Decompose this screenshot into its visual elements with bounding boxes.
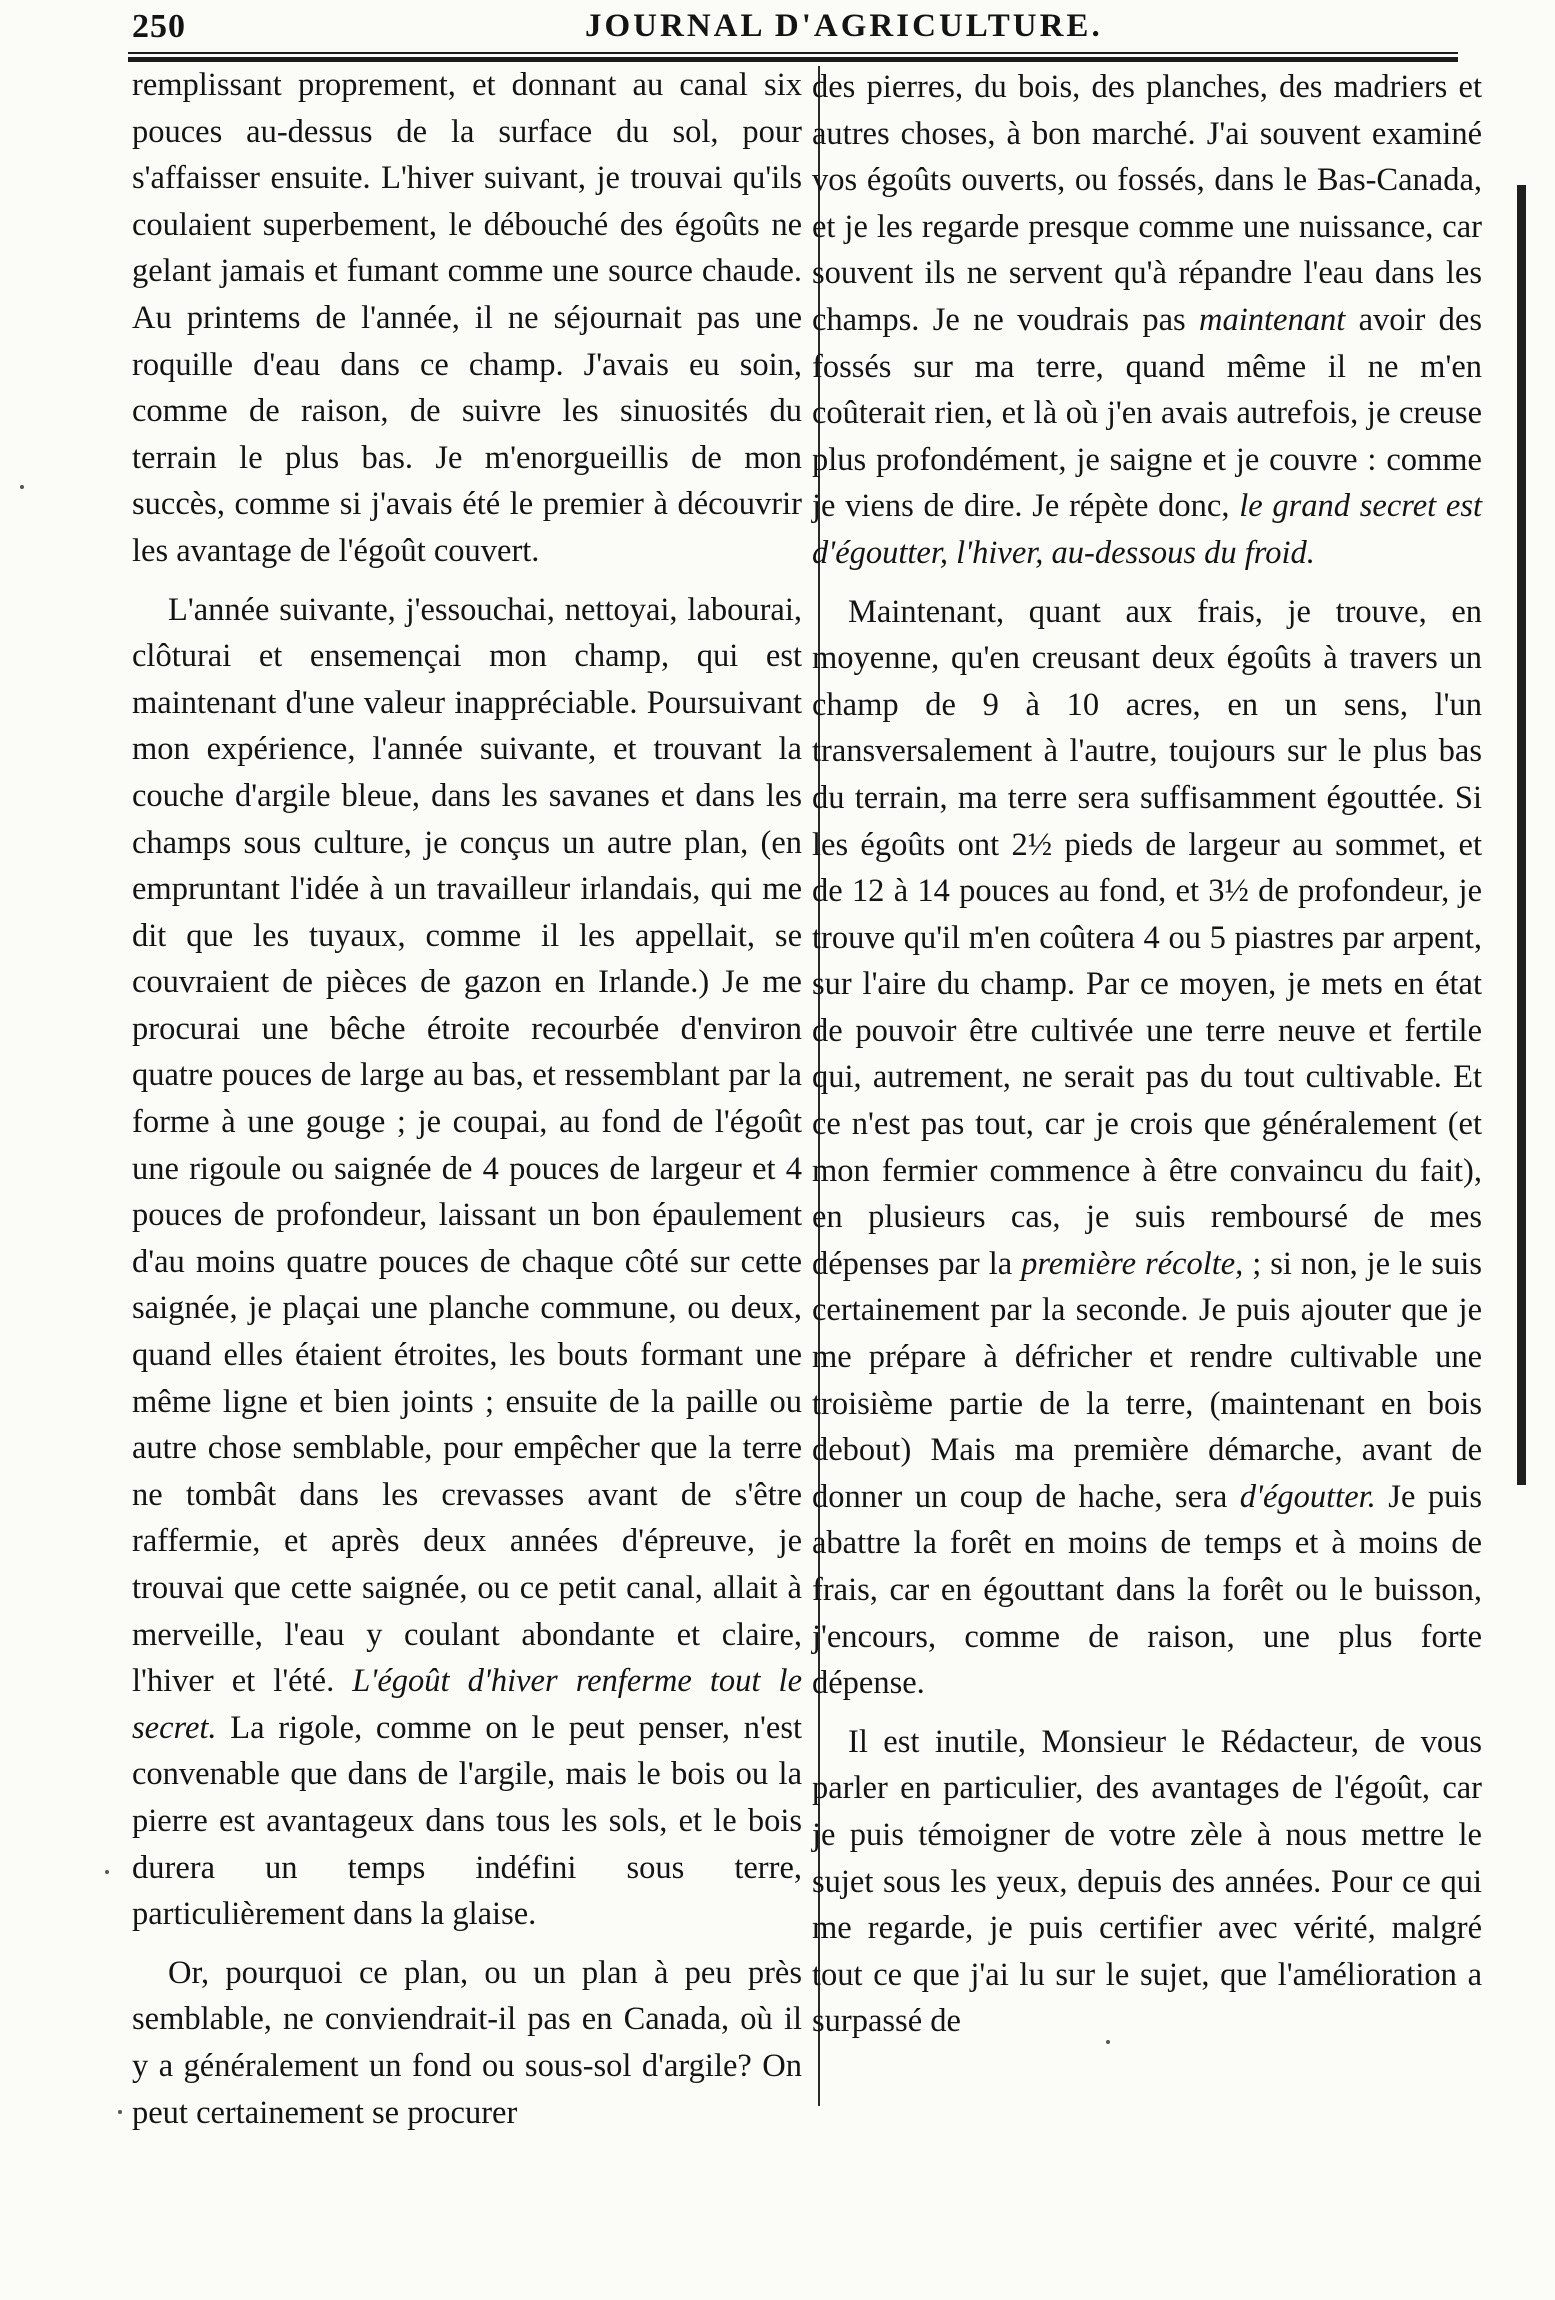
print-speck bbox=[1106, 2040, 1110, 2044]
right-p2-text-c: Je puis abattre la forêt en moins de temps et à moins de frais, car en égouttant dans la forêt ou le buisson, j'encours, comme de raison, une plus forte dépense. bbox=[812, 1478, 1483, 1702]
right-p1-text-a: des pierres, du bois, des planches, des madriers et autres choses, à bon marché. J'ai souvent examiné vos égoûts ouverts, ou fossés, dans le Bas-Canada, et je les regarde presque comme une nuissance, car souvent ils ne servent qu'à répandre l'eau dans les champs. Je ne voudrais pas bbox=[812, 69, 1482, 338]
right-p2-italic-2: d'égoutter. bbox=[1239, 1478, 1376, 1515]
left-p2-italic: L'égoût d'hiver renferme tout le secret. bbox=[132, 1663, 802, 1746]
right-paragraph-3 bbox=[812, 1719, 1482, 2045]
right-p2-italic-1: première récolte, bbox=[1021, 1245, 1244, 1282]
margin-bar bbox=[1517, 185, 1526, 1485]
left-p2-text-a: L'année suivante, j'essouchai, nettoyai, labourai, clôturai et ensemençai mon champ, qui est maintenant d'une valeur inappréciable. Poursuivant mon expérience, l'année suivante, et trouvant la couche d'argile bleue, dans les savanes et dans les champs sous culture, je conçus un autre plan, (en empruntant l'idée à un travailleur irlandais, qui me dit que les tuyaux, comme il les appellait, se couvraient de pièces de gazon en Irlande.) Je me procurai une bêche étroite recourbée d'environ quatre pouces de large au bas, et ressemblant par la forme à une gouge ; je coupai, au fond de l'égoût une rigoule ou saignée de 4 pouces de largeur et 4 pouces de profondeur, laissant un bon épaulement d'au moins quatre pouces de chaque côté sur cette saignée, je plaçai une planche commune, ou deux, quand elles étaient étroites, les bouts formant une même ligne et bien joints ; ensuite de la paille ou autre chose semblable, pour empêcher que la terre ne tombât dans les crevasses avant de s'être raffermie, et après deux années d'épreuve, je trouvai que cette saignée, ou ce petit canal, allait à merveille, l'eau y coulant abondante et claire, l'hiver et l'été. bbox=[132, 591, 802, 1700]
left-paragraph-3 bbox=[132, 1950, 802, 2136]
left-paragraph-1 bbox=[132, 62, 802, 575]
print-speck bbox=[20, 485, 24, 489]
right-p3-text: Il est inutile, Monsieur le Rédacteur, de vous parler en particulier, des avantages de l'égoût, car je puis témoigner de votre zèle à nous mettre le sujet sous les yeux, depuis des années. Pour ce qui me regarde, je puis certifier avec vérité, malgré tout ce que j'ai lu sur le sujet, que l'amélioration a surpassé de bbox=[812, 1723, 1482, 2040]
right-p1-italic-1: maintenant bbox=[1199, 301, 1346, 338]
running-title: JOURNAL D'AGRICULTURE. bbox=[585, 8, 1103, 44]
left-p1-text: remplissant proprement, et donnant au canal six pouces au-dessus de la surface du sol, pour s'affaisser ensuite. L'hiver suivant, je trouvai qu'ils coulaient superbement, le débouché des égoûts ne gelant jamais et fumant comme une source chaude. Au printems de l'année, il ne séjournait pas une roquille d'eau dans ce champ. J'avais eu soin, comme de raison, de suivre les sinuosités du terrain le plus bas. Je m'enorgueillis de mon succès, comme si j'avais été le premier à découvrir les avantage de l'égoût couvert. bbox=[132, 67, 802, 569]
left-p2-text-b: La rigole, comme on le peut penser, n'est convenable que dans de l'argile, mais le bois ou la pierre est avantageux dans tous les sols, et le bois durera un temps indéfini sous terre, particulièrement dans la glaise. bbox=[132, 1709, 802, 1933]
right-column bbox=[812, 64, 1482, 2045]
right-paragraph-2 bbox=[812, 589, 1482, 1707]
right-p2-text-b: ; si non, je le suis certainement par la seconde. Je puis ajouter que je me prépare à défricher et rendre cultivable une troisième partie de la terre, (maintenant en bois debout) Mais ma première démarche, avant de donner un coup de hache, sera bbox=[812, 1245, 1482, 1515]
left-p3-text: Or, pourquoi ce plan, ou un plan à peu près semblable, ne conviendrait-il pas en Canada, où il y a généralement un fond ou sous-sol d'argile? On peut certainement se procurer bbox=[132, 1954, 802, 2131]
page-number: 250 bbox=[132, 8, 186, 45]
right-p2-text-a: Maintenant, quant aux frais, je trouve, en moyenne, qu'en creusant deux égoûts à travers un champ de 9 à 10 acres, en un sens, l'un transversalement à l'autre, toujours sur le plus bas du terrain, ma terre sera suffisamment égouttée. Si les égoûts ont 2½ pieds de largeur au sommet, et de 12 à 14 pouces au fond, et 3½ de profondeur, je trouve qu'il m'en coûtera 4 ou 5 piastres par arpent, sur l'aire du champ. Par ce moyen, je mets en état de pouvoir être cultivée une terre neuve et fertile qui, autrement, ne serait pas du tout cultivable. Et ce n'est pas tout, car je crois que généralement (et mon fermier commence à être convaincu du fait), en plusieurs cas, je suis remboursé de mes dépenses par la bbox=[812, 593, 1482, 1282]
right-p1-text-b: avoir des fossés sur ma terre, quand même il ne m'en coûterait rien, et là où j'en avais autrefois, je creuse plus profondément, je saigne et je couvre : comme je viens de dire. Je répète donc, bbox=[812, 301, 1482, 525]
left-column bbox=[132, 62, 802, 2136]
right-paragraph-1 bbox=[812, 64, 1482, 577]
print-speck bbox=[118, 2110, 122, 2114]
left-paragraph-2 bbox=[132, 587, 802, 1938]
header-rule-thin bbox=[128, 52, 1458, 54]
right-p1-italic-2: le grand secret est d'égoutter, l'hiver, au-dessous du froid. bbox=[812, 488, 1483, 571]
print-speck bbox=[105, 1870, 109, 1874]
